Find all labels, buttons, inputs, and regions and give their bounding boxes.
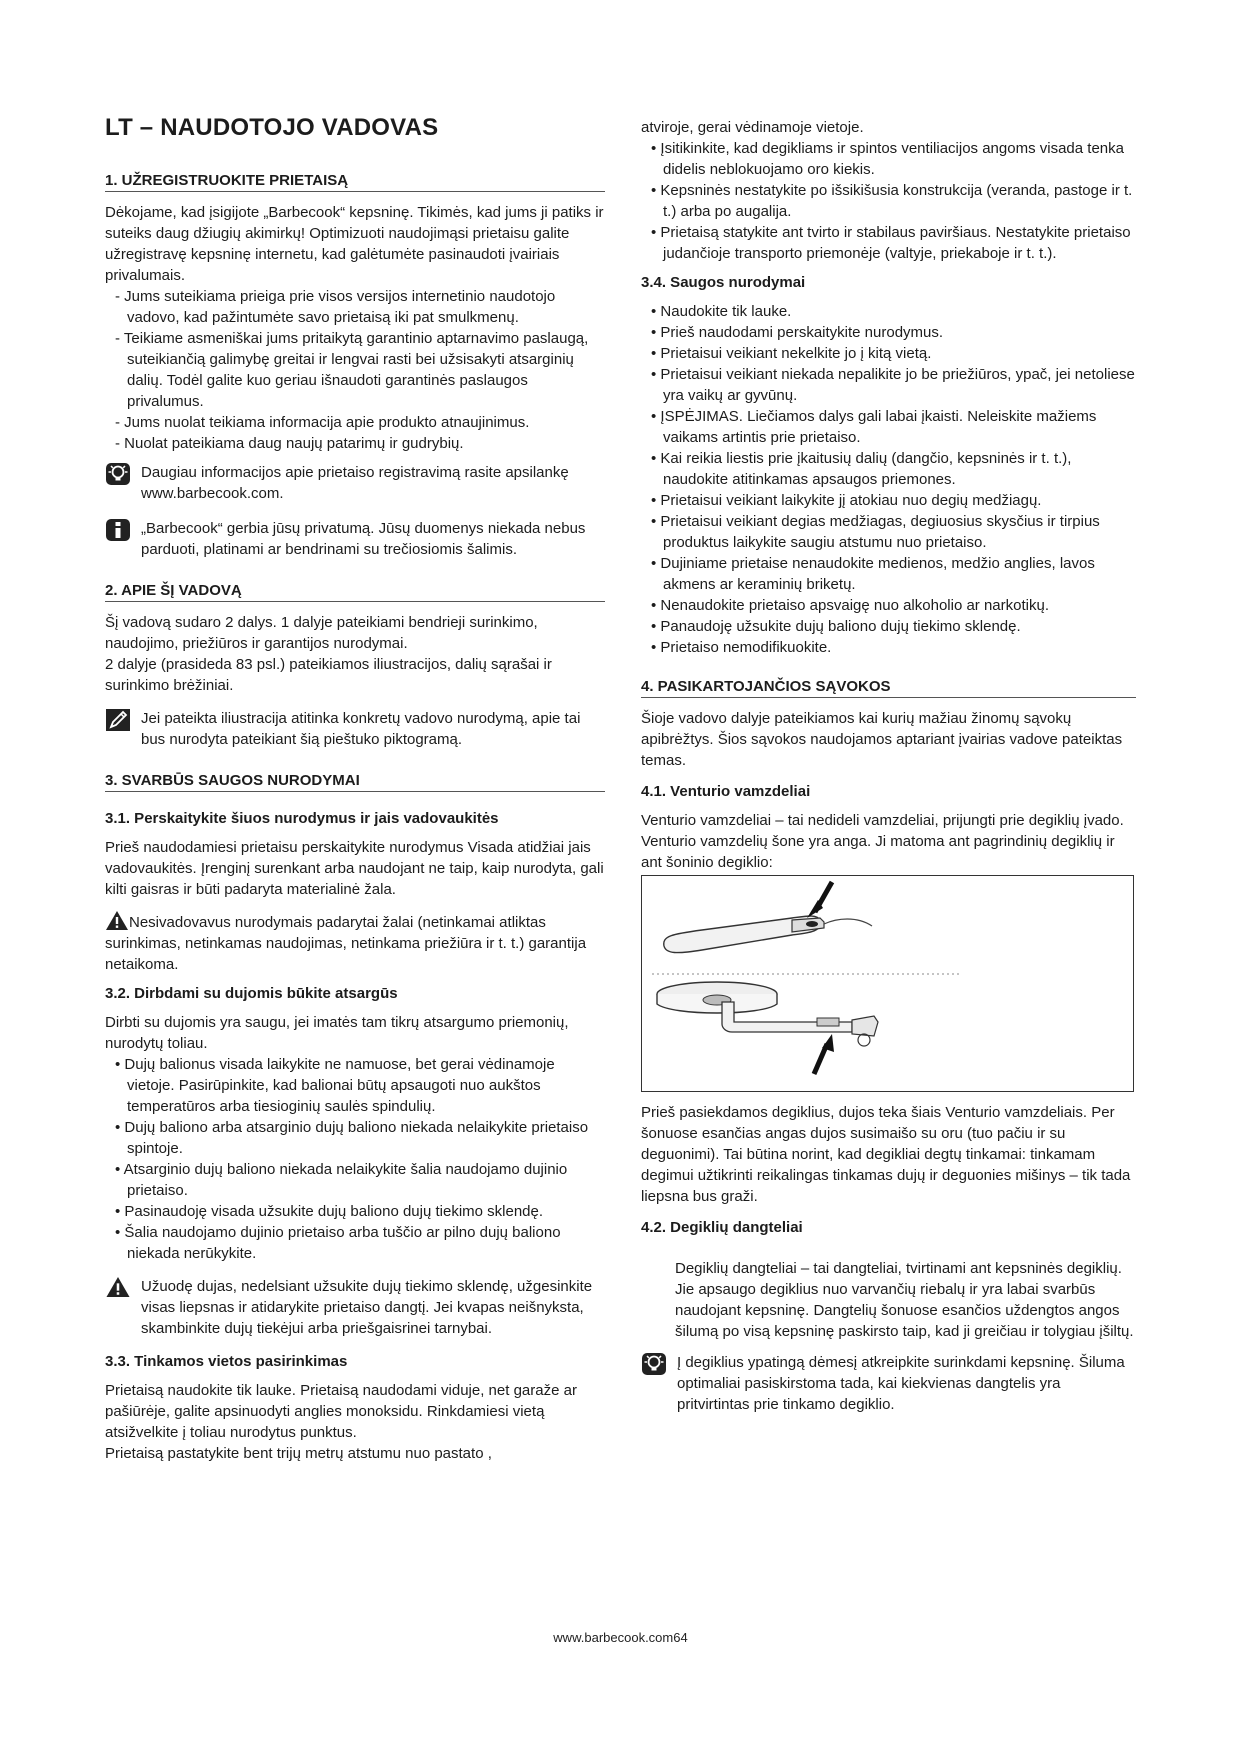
pencil-note [105, 708, 605, 750]
location-list [641, 138, 1136, 264]
warning-note [105, 910, 605, 975]
list-item: • Dujų baliono arba atsarginio dujų baliono niekada nelaikykite prietaiso spintoje. [105, 1117, 605, 1159]
info-note [105, 518, 605, 560]
warning-text: Nesivadovavus nurodymais padarytai žalai (netinkamai atliktas surinkimas, netinkamas naudojimas, netinkama priežiūra ir t. t.) garantija netaikoma. [105, 914, 587, 973]
section-4-2-heading: 4.2. Degiklių dangteliai [641, 1219, 803, 1236]
list-item: • Prietaiso nemodifikuokite. [641, 637, 1136, 658]
list-item: - Jums nuolat teikiama informacija apie produkto atnaujinimus. [105, 412, 605, 433]
section-2-paragraph-1: Šį vadovą sudaro 2 dalys. 1 dalyje pateikiami bendrieji surinkimo, naudojimo, priežiūros ir garantijos nurodymai. [105, 614, 538, 652]
left-column [105, 114, 605, 1464]
list-item: • Naudokite tik lauke. [641, 301, 1136, 322]
gas-safety-list [105, 1054, 605, 1264]
section-3-3-text: Prietaisą naudokite tik lauke. Prietaisą naudodami viduje, net garaže ar pašiūrėje, galite apsinuodyti anglies monoksidu. Rinkdamiesi vietą atsižvelkite į toliau nurodytus punktus. [105, 1382, 577, 1441]
lightbulb-icon [105, 462, 135, 484]
tip-text: Daugiau informacijos apie prietaiso registravimą rasite apsilankę www.barbecook.com. [141, 464, 569, 502]
page-title: LT – NAUDOTOJO VADOVAS [105, 114, 439, 141]
section-1-heading: 1. UŽREGISTRUOKITE PRIETAISĄ [105, 172, 605, 192]
list-item: • Kepsninės nestatykite po išsikišusia konstrukcija (veranda, pastoge ir t. t.) arba po augalija. [641, 180, 1136, 222]
warning-icon [105, 1276, 135, 1298]
list-item: • Prietaisą statykite ant tvirto ir stabilaus paviršiaus. Nestatykite prietaiso judančioje transporto priemonėje (valtyje, priekaboje ir t. t.). [641, 222, 1136, 264]
section-1-intro: Dėkojame, kad įsigijote „Barbecook“ kepsninę. Tikimės, kad jums ji patiks ir suteiks daug džiugių akimirkų! Optimizuoti naudojimąsi prietaisu galite užregistravę kepsninę internetu, kad galėtumėte pasinaudoti įvairiais privalumais. [105, 204, 604, 284]
list-item: • Prietaisui veikiant degias medžiagas, degiuosius skysčius ir tirpius produktus laikykite saugiu atstumu nuo prietaiso. [641, 511, 1136, 553]
lightbulb-icon [641, 1352, 671, 1374]
list-item: • Nenaudokite prietaiso apsvaigę nuo alkoholio ar narkotikų. [641, 595, 1136, 616]
pencil-icon [105, 708, 135, 730]
section-3-4-heading: 3.4. Saugos nurodymai [641, 274, 806, 291]
section-3-2-heading: 3.2. Dirbdami su dujomis būkite atsargūs [105, 985, 398, 1002]
list-item: • Prieš naudodami perskaitykite nurodymus. [641, 322, 1136, 343]
section-3-heading: 3. SVARBŪS SAUGOS NURODYMAI [105, 772, 605, 792]
pencil-note-text: Jei pateikta iliustracija atitinka konkretų vadovo nurodymą, apie tai bus nurodyta pateikiant šią pieštuko piktogramą. [141, 710, 581, 748]
list-item: - Jums suteikiama prieiga prie visos versijos internetinio naudotojo vadovo, kad pažintumėte savo prietaisą iki pat smulkmenų. [105, 286, 605, 328]
list-item: • Prietaisui veikiant laikykite jį atokiau nuo degių medžiagų. [641, 490, 1136, 511]
section-2-heading: 2. APIE ŠĮ VADOVĄ [105, 582, 605, 602]
list-item: • Pasinaudoję visada užsukite dujų baliono dujų tiekimo sklendę. [105, 1201, 605, 1222]
gas-warning-note [105, 1276, 605, 1339]
section-4-intro: Šioje vadovo dalyje pateikiamos kai kurių mažiau žinomų sąvokų apibrėžtys. Šios sąvokos naudojamos aptariant įvairias vadove pateiktas temas. [641, 710, 1123, 769]
list-item: • Įsitikinkite, kad degikliams ir spintos ventiliacijos angoms visada tenka didelis neblokuojamo oro kiekis. [641, 138, 1136, 180]
info-text: „Barbecook“ gerbia jūsų privatumą. Jūsų duomenys niekada nebus parduoti, platinami ar bendrinami su trečiosiomis šalimis. [141, 520, 586, 558]
list-item: • Dujiniame prietaise nenaudokite medienos, medžio anglies, lavos akmens ar keraminių briketų. [641, 553, 1136, 595]
burner-tip-text: Į degiklius ypatingą dėmesį atkreipkite surinkdami kepsninę. Šiluma optimaliai pasiskirstoma tada, kai kiekvienas dangtelis yra pritvirtintas prie tinkamo degiklio. [677, 1354, 1125, 1413]
list-item: • Dujų balionus visada laikykite ne namuose, bet gerai vėdinamoje vietoje. Pasirūpinkite, kad balionai būtų apsaugoti nuo aukštos temperatūros arba tiesioginių saulės spindulių. [105, 1054, 605, 1117]
section-3-1-heading: 3.1. Perskaitykite šiuos nurodymus ir jais vadovaukitės [105, 810, 499, 827]
section-4-heading: 4. PASIKARTOJANČIOS SĄVOKOS [641, 678, 1136, 698]
page-footer: www.barbecook.com64 [553, 1630, 688, 1645]
section-2-paragraph-2: 2 dalyje (prasideda 83 psl.) pateikiamos iliustracijos, dalių sąrašai ir surinkimo brėžiniai. [105, 656, 552, 694]
list-item: • Atsarginio dujų baliono niekada nelaikykite šalia naudojamo dujinio prietaiso. [105, 1159, 605, 1201]
section-3-3-text-2: Prietaisą pastatykite bent trijų metrų atstumu nuo pastato , [105, 1445, 492, 1462]
list-item: - Teikiame asmeniškai jums pritaikytą garantinio aptarnavimo paslaugą, suteikiančią galimybę greitai ir lengvai rasti bei užsisakyti atsarginių dalių. Todėl galite kuo geriau išnaudoti garantinės paslaugos privalumus. [105, 328, 605, 412]
gas-warning-text: Užuodę dujas, nedelsiant užsukite dujų tiekimo sklendę, užgesinkite visas liepsnas ir atidarykite prietaiso dangtį. Jei kvapas neišnyksta, skambinkite dujų tiekėjui arba priešgaisrinei tarnybai. [141, 1278, 593, 1337]
section-4-1-heading: 4.1. Venturio vamzdeliai [641, 783, 811, 800]
list-item: • Šalia naudojamo dujinio prietaiso arba tuščio ar pilno dujų baliono niekada nerūkykite. [105, 1222, 605, 1264]
section-4-2-text: Degiklių dangteliai – tai dangteliai, tvirtinami ant kepsninės degiklių. Jie apsaugo degiklius nuo varvančių riebalų ir yra labai svarbūs naudojant kepsninę. Dangtelių šonuose esančios uždengtos angos šilumą po visą kepsninę paskirsto taip, kad ji greičiau ir tolygiau įšiltų. [675, 1260, 1134, 1340]
burner-tip-note [641, 1352, 1136, 1415]
tip-note [105, 462, 605, 504]
list-item: • ĮSPĖJIMAS. Liečiamos dalys gali labai įkaisti. Neleiskite mažiems vaikams artintis prie prietaiso. [641, 406, 1136, 448]
section-3-3-continued: atviroje, gerai vėdinamoje vietoje. [641, 119, 864, 136]
list-item: • Prietaisui veikiant niekada nepalikite jo be priežiūros, ypač, jei netoliese yra vaikų ar gyvūnų. [641, 364, 1136, 406]
info-icon [105, 518, 135, 540]
section-3-1-text: Prieš naudodamiesi prietaisu perskaitykite nurodymus Visada atidžiai jais vadovaukitės. Įrenginį surenkant arba naudojant ne taip, kaip nurodyta, gali kilti gaisras ir būti padaryta materialinė žala. [105, 839, 604, 898]
safety-instructions-list [641, 301, 1136, 658]
list-item: • Kai reikia liestis prie įkaitusių dalių (dangčio, kepsninės ir t. t.), naudokite atitinkamas apsaugos priemones. [641, 448, 1136, 490]
section-4-1-text: Venturio vamzdeliai – tai nedideli vamzdeliai, prijungti prie degiklių įvado. Venturio vamzdelių šone yra anga. Ji matoma ant pagrindinių degiklių ir ant šoninio degiklio: [641, 812, 1124, 871]
section-3-3-heading: 3.3. Tinkamos vietos pasirinkimas [105, 1353, 348, 1370]
right-column [641, 117, 1136, 1429]
list-item: • Prietaisui veikiant nekelkite jo į kitą vietą. [641, 343, 1136, 364]
section-3-2-text: Dirbti su dujomis yra saugu, jei imatės tam tikrų atsargumo priemonių, nurodytų toliau. [105, 1014, 569, 1052]
section-1-benefits-list [105, 286, 605, 454]
list-item: - Nuolat pateikiama daug naujų patarimų ir gudrybių. [105, 433, 605, 454]
venturi-tube-illustration [641, 875, 1134, 1092]
list-item: • Panaudoję užsukite dujų baliono dujų tiekimo sklendę. [641, 616, 1136, 637]
section-4-1-explanation: Prieš pasiekdamos degiklius, dujos teka šiais Venturio vamzdeliais. Per šonuose esančias angas dujos susimaišo su oru (tuo pačiu ir su deguonimi). Tai būtina norint, kad degikliai degtų tinkamai: tinkamam degimui užtikrinti reikalingas tinkamas dujų ir deguonies mišinys – tik tada liepsna bus graži. [641, 1104, 1131, 1205]
warning-icon [105, 910, 129, 931]
